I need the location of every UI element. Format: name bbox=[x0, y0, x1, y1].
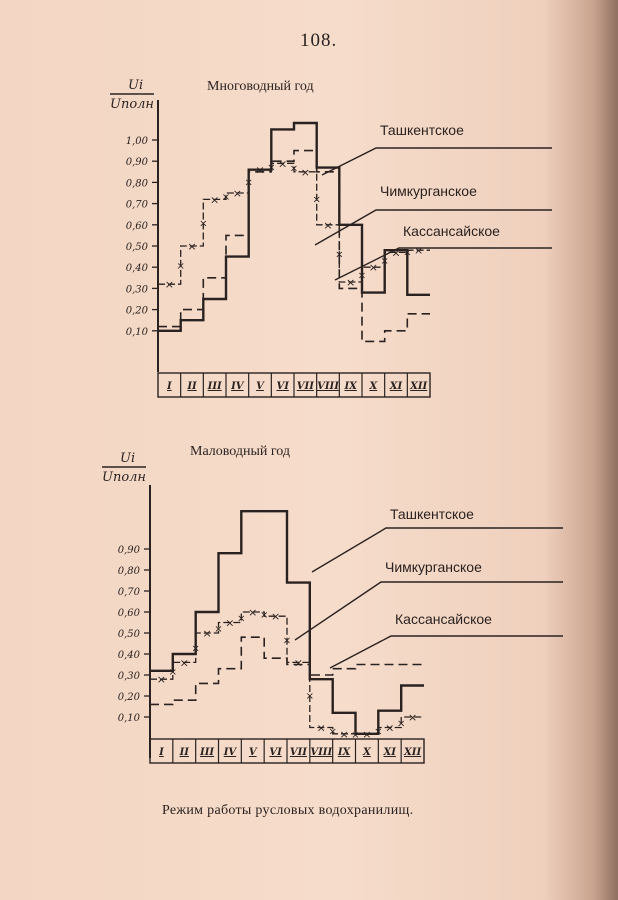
x-tick-label: IV bbox=[223, 747, 237, 758]
y-axis-label bbox=[110, 78, 154, 112]
series-label: Кассансайское bbox=[403, 223, 500, 239]
y-tick-label: 0,50 bbox=[117, 629, 140, 640]
series-marker: × bbox=[179, 656, 189, 670]
series-marker: × bbox=[202, 627, 212, 640]
y-tick-label: 0,80 bbox=[125, 178, 148, 190]
series-marker: × bbox=[351, 729, 360, 741]
x-tick-label: VIII bbox=[317, 381, 339, 392]
series-marker: × bbox=[221, 192, 231, 204]
y-tick-label: 0,70 bbox=[125, 199, 148, 211]
series-marker: × bbox=[403, 247, 412, 259]
series-marker: × bbox=[312, 194, 321, 206]
series-marker: × bbox=[391, 246, 401, 260]
series-marker: × bbox=[225, 616, 235, 630]
series-marker: × bbox=[187, 240, 197, 253]
x-tick-label: XII bbox=[404, 747, 422, 758]
y-tick-label: 0,80 bbox=[117, 566, 140, 577]
y-label-denominator: Uполн bbox=[102, 470, 146, 485]
series-marker: × bbox=[407, 711, 418, 724]
y-tick-label: 1,00 bbox=[125, 136, 148, 147]
series-marker: × bbox=[255, 163, 265, 177]
x-tick-label: V bbox=[256, 381, 264, 392]
y-tick-label: 0,20 bbox=[117, 692, 140, 703]
x-tick-label: X bbox=[369, 381, 378, 392]
series-marker: × bbox=[339, 727, 349, 741]
series-line-dash bbox=[158, 151, 430, 342]
series-leader-line bbox=[322, 148, 552, 175]
x-tick-label: III bbox=[200, 747, 215, 758]
x-tick-label: XII bbox=[410, 381, 428, 392]
y-tick-label: 0,40 bbox=[117, 650, 140, 661]
y-label-denominator: Uполн bbox=[110, 97, 154, 112]
series-line-cross bbox=[150, 612, 424, 734]
series-marker: × bbox=[191, 643, 200, 655]
series-marker: × bbox=[300, 165, 310, 179]
series-marker: × bbox=[259, 610, 269, 622]
x-tick-label: V bbox=[248, 747, 257, 758]
x-tick-label: I bbox=[159, 747, 164, 758]
series-label: Кассансайское bbox=[395, 611, 492, 627]
chart-title-dry-year: Маловодный год bbox=[190, 444, 291, 459]
series-marker: × bbox=[357, 270, 367, 282]
y-tick-label: 0,10 bbox=[125, 326, 148, 338]
y-tick-label: 0,60 bbox=[117, 608, 140, 619]
x-tick-label: VI bbox=[269, 747, 282, 758]
series-marker: × bbox=[168, 666, 178, 678]
series-label: Ташкентское bbox=[380, 122, 464, 138]
x-tick-label: VI bbox=[276, 381, 289, 392]
series-marker: × bbox=[374, 726, 383, 738]
x-tick-label: II bbox=[187, 381, 197, 392]
y-tick-label: 0,90 bbox=[117, 545, 140, 556]
series-marker: × bbox=[328, 726, 337, 738]
x-tick-label: IX bbox=[344, 381, 357, 392]
series-marker: × bbox=[237, 613, 246, 625]
month-axis bbox=[150, 739, 424, 763]
x-tick-label: XI bbox=[383, 747, 396, 758]
series-marker: × bbox=[396, 718, 406, 730]
series-marker: × bbox=[323, 218, 333, 232]
series-label: Ташкентское bbox=[390, 506, 474, 522]
y-tick-label: 0,10 bbox=[117, 713, 140, 724]
y-tick-label: 0,40 bbox=[125, 263, 148, 275]
series-marker: × bbox=[248, 606, 258, 619]
y-label-numerator: Ui bbox=[120, 451, 136, 466]
series-marker: × bbox=[282, 635, 292, 647]
y-tick-label: 0,30 bbox=[125, 284, 148, 296]
series-label: Чимкурганское bbox=[385, 559, 482, 575]
series-marker: × bbox=[362, 727, 372, 741]
y-axis-label bbox=[102, 451, 146, 485]
y-tick-label: 0,20 bbox=[125, 305, 148, 317]
series-marker: × bbox=[214, 623, 223, 635]
series-marker: × bbox=[156, 673, 167, 687]
x-tick-label: X bbox=[363, 747, 371, 758]
chart-dry-year bbox=[102, 451, 563, 763]
series-marker: × bbox=[267, 162, 276, 174]
series-marker: × bbox=[305, 690, 315, 702]
series-marker: × bbox=[335, 249, 344, 261]
series-marker: × bbox=[385, 721, 395, 735]
chart-wet-year bbox=[110, 78, 552, 397]
x-tick-label: VII bbox=[296, 381, 314, 392]
series-marker: × bbox=[278, 157, 288, 171]
x-tick-label: IV bbox=[231, 381, 244, 392]
figure-caption: Режим работы русловых водохранилищ. bbox=[162, 803, 414, 818]
series-marker: × bbox=[346, 276, 356, 290]
y-tick-label: 0,60 bbox=[125, 220, 148, 232]
series-marker: × bbox=[368, 261, 378, 275]
series-marker: × bbox=[199, 218, 208, 230]
y-tick-label: 0,50 bbox=[125, 242, 148, 253]
month-axis bbox=[158, 373, 430, 397]
series-marker: × bbox=[164, 278, 174, 292]
series-marker: × bbox=[270, 610, 281, 624]
series-marker: × bbox=[293, 656, 304, 670]
y-tick-label: 0,70 bbox=[117, 587, 140, 598]
series-leader-line bbox=[335, 248, 552, 280]
x-tick-label: VIII bbox=[310, 747, 333, 758]
x-tick-label: I bbox=[166, 381, 172, 392]
series-marker: × bbox=[232, 187, 242, 200]
x-tick-label: XI bbox=[389, 381, 403, 392]
series-marker: × bbox=[414, 244, 424, 258]
series-marker: × bbox=[289, 163, 299, 175]
series-marker: × bbox=[380, 255, 389, 267]
y-tick-label: 0,90 bbox=[125, 157, 148, 169]
series-label: Чимкурганское bbox=[380, 183, 477, 199]
series-marker: × bbox=[244, 177, 253, 189]
series-marker: × bbox=[316, 721, 326, 735]
y-label-numerator: Ui bbox=[128, 78, 144, 93]
series-marker: × bbox=[210, 193, 220, 207]
series-marker: × bbox=[176, 261, 185, 273]
x-tick-label: IX bbox=[337, 747, 351, 758]
x-tick-label: II bbox=[179, 747, 189, 758]
y-tick-label: 0,30 bbox=[117, 671, 140, 682]
x-tick-label: VII bbox=[289, 747, 307, 758]
x-tick-label: III bbox=[207, 381, 222, 392]
series-leader-line bbox=[330, 636, 563, 668]
chart-title-wet-year: Многоводный год bbox=[207, 79, 314, 94]
page-number: 108. bbox=[300, 30, 338, 51]
